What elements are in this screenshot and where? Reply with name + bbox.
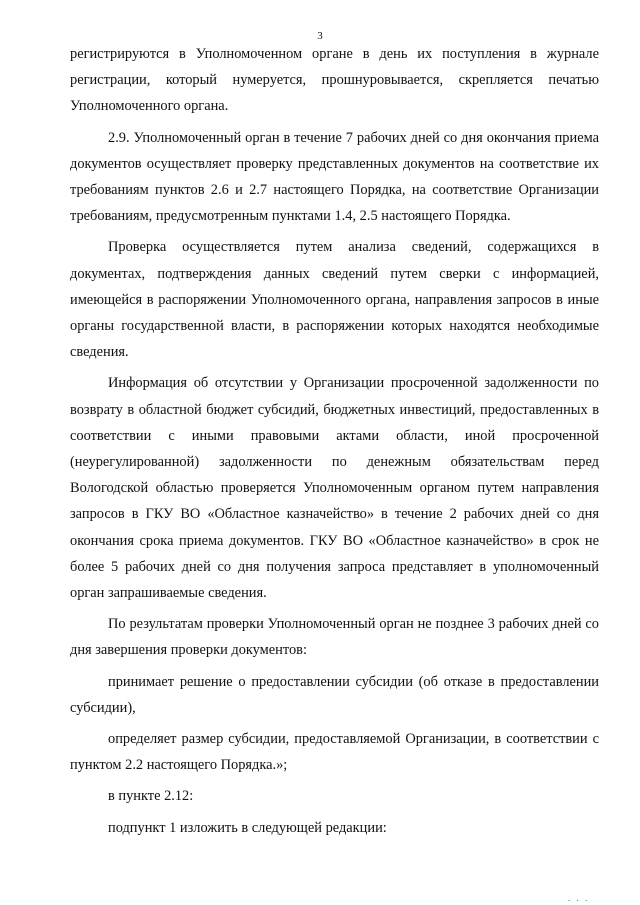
paragraph-subsidy-amount: определяет размер субсидии, предоставляемой Организации, в соответствии с пунктом 2.2 настоящего Порядка.»; [70,731,599,774]
paragraph-subitem-1: подпункт 1 изложить в следующей редакции: [108,819,387,836]
paragraph-2-9: 2.9. Уполномоченный орган в течение 7 рабочих дней со дня окончания приема документов осуществляет проверку представленных документов на соответствие их требованиям пунктов 2.6 и 2.7 настоящего Порядка, на соответствие Организации требованиям, предусмотренным пунктами 1.4, 2.5 настоящего Порядка. [70,129,599,225]
paragraph-registration: регистрируются в Уполномоченном органе в день их поступления в журнале регистрации, который нумеруется, прошнуровывается, скрепляется печатью Уполномоченного органа. [70,46,599,115]
paragraph-decision: принимает решение о предоставлении субсидии (об отказе в предоставлении субсидии), [70,673,599,716]
scan-mark: . . . [568,893,590,903]
paragraph-debt-information: Информация об отсутствии у Организации просроченной задолженности по возврату в областной бюджет субсидий, бюджетных инвестиций, предоставленных в соответствии с иными правовыми актами области, иной просроченной (неурегулированной) задолженности по денежным обязательствам перед Вологодской областью проверяется Уполномоченным органом путем направления запросов в ГКУ ВО «Областное казначейство» в течение 2 рабочих дней со дня окончания срока приема документов. ГКУ ВО «Областное казначейство» в срок не более 5 рабочих дней со дня получения запроса представляет в уполномоченный орган запрашиваемые сведения. [70,375,599,602]
document-body [70,41,599,841]
paragraph-item-2-12: в пункте 2.12: [108,788,194,805]
paragraph-results: По результатам проверки Уполномоченный орган не позднее 3 рабочих дней со дня завершения проверки документов: [70,616,599,659]
page-number: 3 [317,30,323,42]
paragraph-verification: Проверка осуществляется путем анализа сведений, содержащихся в документах, подтверждения данных сведений путем сверки с информацией, имеющейся в распоряжении Уполномоченного органа, направления запросов в иные органы государственной власти, в распоряжении которых находятся необходимые сведения. [70,239,599,361]
